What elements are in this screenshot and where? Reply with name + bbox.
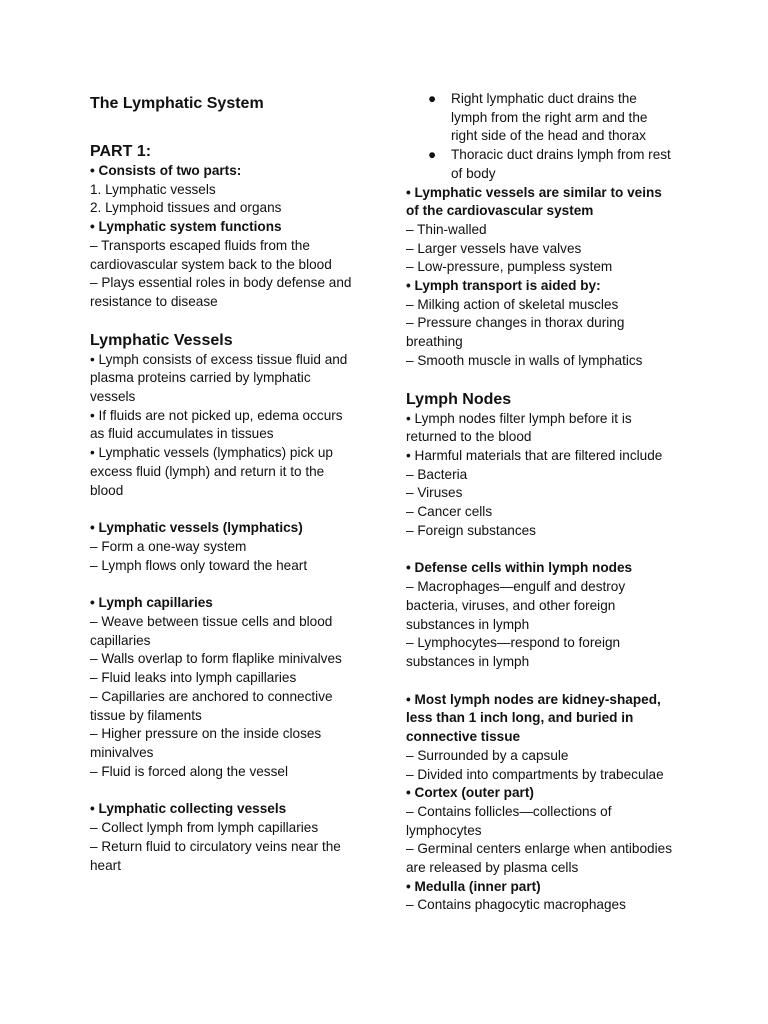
- text-line: – Milking action of skeletal muscles: [406, 296, 619, 312]
- text-line: resistance to disease: [90, 293, 218, 309]
- bold-line: less than 1 inch long, and buried in: [406, 710, 634, 726]
- text-line: – Transports escaped fluids from the: [90, 237, 310, 253]
- text-line: – Surrounded by a capsule: [406, 747, 569, 763]
- text-line: plasma proteins carried by lymphatic: [90, 370, 311, 386]
- text-line: excess fluid (lymph) and return it to the: [90, 463, 325, 479]
- spacer: [90, 500, 375, 519]
- text-line: – Smooth muscle in walls of lymphatics: [406, 352, 643, 368]
- text-line: lymphocytes: [406, 822, 482, 838]
- text-line: – Germinal centers enlarge when antibodies: [406, 841, 672, 857]
- text-line: returned to the blood: [406, 429, 532, 445]
- text-line: heart: [90, 857, 121, 873]
- text-line: • Lymph consists of excess tissue fluid and: [90, 351, 348, 367]
- bullet-text: Right lymphatic duct drains the: [451, 91, 637, 106]
- text-line: • Lymphatic vessels (lymphatics) pick up: [90, 445, 333, 461]
- text-line: • If fluids are not picked up, edema occurs: [90, 407, 343, 423]
- spacer: [406, 371, 706, 390]
- spacer: [90, 114, 375, 142]
- section-heading: The Lymphatic System: [90, 95, 264, 112]
- text-line: capillaries: [90, 632, 151, 648]
- text-line: – Contains phagocytic macrophages: [406, 897, 626, 913]
- bullet-item: [406, 90, 706, 109]
- spacer: [406, 540, 706, 559]
- text-line: – Foreign substances: [406, 522, 536, 538]
- spacer: [90, 575, 375, 594]
- text-line: – Lymphocytes—respond to foreign: [406, 635, 621, 651]
- text-line: 2. Lymphoid tissues and organs: [90, 200, 282, 216]
- right-column: [406, 90, 706, 915]
- text-line: – Larger vessels have valves: [406, 240, 582, 256]
- text-line: bacteria, viruses, and other foreign: [406, 597, 616, 613]
- section-heading: Lymphatic Vessels: [90, 331, 233, 349]
- text-line: vessels: [90, 389, 136, 405]
- text-line: – Viruses: [406, 485, 463, 501]
- bullet-continuation: lymph from the right arm and the: [451, 109, 648, 125]
- text-line: – Fluid is forced along the vessel: [90, 763, 288, 779]
- text-line: – Higher pressure on the inside closes: [90, 726, 322, 742]
- section-heading: Lymph Nodes: [406, 390, 512, 408]
- bold-line: • Lymph capillaries: [90, 595, 213, 611]
- text-line: • Harmful materials that are filtered include: [406, 447, 663, 463]
- bold-line: connective tissue: [406, 729, 521, 745]
- text-line: – Form a one-way system: [90, 538, 247, 554]
- bold-line: • Lymph transport is aided by:: [406, 278, 601, 294]
- bold-line: • Cortex (outer part): [406, 785, 534, 801]
- text-line: – Collect lymph from lymph capillaries: [90, 820, 319, 836]
- spacer: [90, 781, 375, 800]
- bullet-continuation: right side of the head and thorax: [451, 128, 646, 144]
- bold-line: • Lymphatic vessels (lymphatics): [90, 520, 303, 536]
- text-line: substances in lymph: [406, 653, 530, 669]
- text-line: tissue by filaments: [90, 707, 202, 723]
- bullet-continuation: of body: [451, 165, 496, 181]
- bold-line: • Defense cells within lymph nodes: [406, 560, 633, 576]
- text-line: – Cancer cells: [406, 504, 493, 520]
- text-line: as fluid accumulates in tissues: [90, 426, 274, 442]
- text-line: – Capillaries are anchored to connective: [90, 688, 333, 704]
- text-line: – Macrophages—engulf and destroy: [406, 579, 626, 595]
- bold-line: • Lymphatic collecting vessels: [90, 801, 287, 817]
- text-line: – Thin-walled: [406, 221, 487, 237]
- text-line: breathing: [406, 334, 463, 350]
- spacer: [90, 312, 375, 331]
- text-line: – Pressure changes in thorax during: [406, 315, 625, 331]
- text-line: – Bacteria: [406, 466, 468, 482]
- bold-line: • Medulla (inner part): [406, 878, 541, 894]
- text-line: – Fluid leaks into lymph capillaries: [90, 670, 297, 686]
- bullet-dot-icon: ●: [428, 147, 437, 163]
- text-line: – Weave between tissue cells and blood: [90, 614, 333, 630]
- text-line: – Plays essential roles in body defense and: [90, 275, 352, 291]
- left-column: [90, 90, 375, 875]
- text-line: minivalves: [90, 744, 154, 760]
- text-line: – Walls overlap to form flaplike minivalves: [90, 651, 342, 667]
- bold-line: • Lymphatic vessels are similar to veins: [406, 184, 662, 200]
- bold-line: • Most lymph nodes are kidney-shaped,: [406, 691, 661, 707]
- bold-line: of the cardiovascular system: [406, 203, 594, 219]
- spacer: [406, 672, 706, 691]
- bold-line: • Consists of two parts:: [90, 163, 242, 178]
- text-line: blood: [90, 482, 124, 498]
- bullet-item: [406, 146, 706, 165]
- text-line: 1. Lymphatic vessels: [90, 181, 216, 197]
- text-line: • Lymph nodes filter lymph before it is: [406, 410, 632, 426]
- text-line: – Contains follicles—collections of: [406, 803, 612, 819]
- text-line: – Low-pressure, pumpless system: [406, 259, 613, 275]
- text-line: – Lymph flows only toward the heart: [90, 557, 308, 573]
- text-line: are released by plasma cells: [406, 860, 579, 876]
- bullet-dot-icon: ●: [428, 91, 437, 106]
- section-heading: PART 1:: [90, 143, 152, 160]
- text-line: cardiovascular system back to the blood: [90, 256, 332, 272]
- bullet-text: Thoracic duct drains lymph from rest: [451, 147, 671, 163]
- text-line: substances in lymph: [406, 616, 530, 632]
- bold-line: • Lymphatic system functions: [90, 219, 282, 235]
- text-line: – Divided into compartments by trabeculae: [406, 766, 664, 782]
- text-line: – Return fluid to circulatory veins near the: [90, 838, 341, 854]
